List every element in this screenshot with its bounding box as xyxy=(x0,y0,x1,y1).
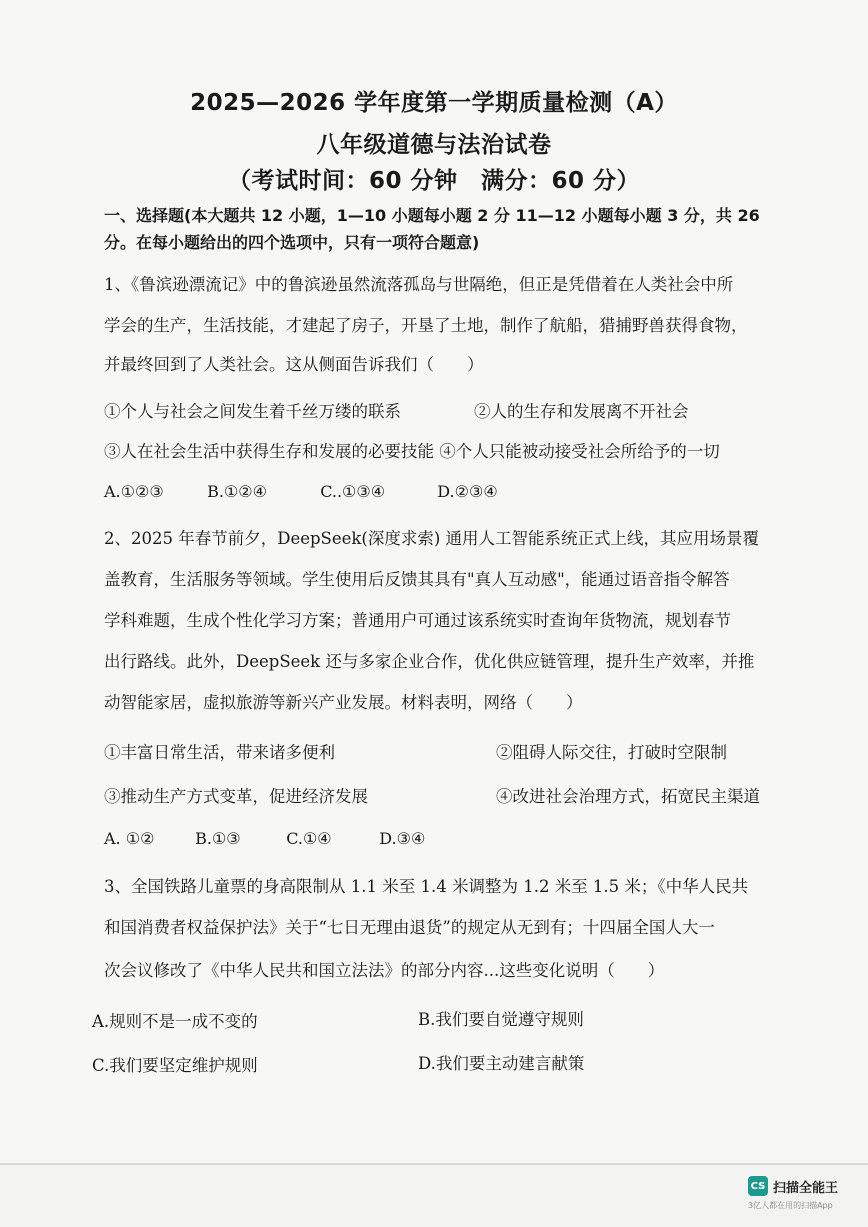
q1-option-d[interactable]: D.②③④ xyxy=(437,482,498,501)
q1-option-a[interactable]: A.①②③ xyxy=(104,482,164,501)
q2-item-1: ①丰富日常生活，带来诸多便利 xyxy=(104,743,335,762)
q3-option-d[interactable]: D.我们要主动建言献策 xyxy=(418,1054,585,1073)
q1-stem-line1: 1、《鲁滨逊漂流记》中的鲁滨逊虽然流落孤岛与世隔绝，但正是凭借着在人类社会中所 xyxy=(104,275,734,294)
q2-option-b[interactable]: B.①③ xyxy=(195,829,241,848)
q2-stem-line2: 盖教育，生活服务等领域。学生使用后反馈其具有"真人互动感"，能通过语音指令解答 xyxy=(104,570,730,589)
q2-item-3: ③推动生产方式变革，促进经济发展 xyxy=(104,787,368,806)
q2-option-a[interactable]: A. ①② xyxy=(104,829,155,848)
page-bottom-edge xyxy=(0,1163,868,1165)
q1-option-c[interactable]: C..①③④ xyxy=(320,482,386,501)
q1-stem-line3: 并最终回到了人类社会。这从侧面告诉我们（ ） xyxy=(104,355,484,374)
scanner-watermark xyxy=(748,1176,838,1196)
q1-option-b[interactable]: B.①②④ xyxy=(207,482,267,501)
q2-stem-line5: 动智能家居，虚拟旅游等新兴产业发展。材料表明，网络（ ） xyxy=(104,693,583,712)
scanner-app-name: 扫描全能王 xyxy=(773,1180,839,1196)
exam-info: （考试时间：60 分钟 满分：60 分） xyxy=(227,168,641,194)
q2-options xyxy=(104,829,425,848)
q2-item-4: ④改进社会治理方式，拓宽民主渠道 xyxy=(496,787,760,806)
q3-stem-line1: 3、全国铁路儿童票的身高限制从 1.1 米至 1.4 米调整为 1.2 米至 1.5 米；《中华人民共 xyxy=(104,877,749,896)
q2-option-d[interactable]: D.③④ xyxy=(379,829,426,848)
q2-option-c[interactable]: C.①④ xyxy=(286,829,332,848)
exam-title: 2025—2026 学年度第一学期质量检测（A） xyxy=(190,90,678,116)
q2-stem-line4: 出行路线。此外，DeepSeek 还与多家企业合作，优化供应链管理，提升生产效率，并推 xyxy=(104,652,755,671)
q1-item-1: ①个人与社会之间发生着千丝万缕的联系 xyxy=(104,402,401,421)
camscanner-logo-icon: CS xyxy=(748,1176,768,1196)
section-intro-line1: 一、选择题(本大题共 12 小题，1—10 小题每小题 2 分 11—12 小题每小题 3 分，共 26 xyxy=(104,206,760,225)
q3-stem-line2: 和国消费者权益保护法》关于“七日无理由退货”的规定从无到有；十四届全国人大一 xyxy=(104,918,715,937)
q1-item-3-4: ③人在社会生活中获得生存和发展的必要技能 ④个人只能被动接受社会所给予的一切 xyxy=(104,442,720,461)
q1-item-2: ②人的生存和发展离不开社会 xyxy=(474,402,689,421)
q3-option-a[interactable]: A.规则不是一成不变的 xyxy=(92,1012,258,1031)
scanner-app-tagline: 3亿人都在用的扫描App xyxy=(748,1201,833,1210)
q3-stem-line3: 次会议修改了《中华人民共和国立法法》的部分内容...这些变化说明（ ） xyxy=(104,961,665,980)
q1-stem-line2: 学会的生产，生活技能，才建起了房子，开垦了土地，制作了航船，猎捕野兽获得食物， xyxy=(104,316,748,335)
q3-option-c[interactable]: C.我们要坚定维护规则 xyxy=(92,1056,258,1075)
q3-option-b[interactable]: B.我们要自觉遵守规则 xyxy=(418,1010,584,1029)
exam-subtitle: 八年级道德与法治试卷 xyxy=(316,132,552,158)
q2-item-2: ②阻碍人际交往，打破时空限制 xyxy=(496,743,727,762)
section-intro-line2: 分。在每小题给出的四个选项中，只有一项符合题意) xyxy=(104,233,480,252)
q2-stem-line1: 2、2025 年春节前夕，DeepSeek(深度求索) 通用人工智能系统正式上线，其应用场景覆 xyxy=(104,529,760,548)
q1-options xyxy=(104,482,498,501)
q2-stem-line3: 学科难题，生成个性化学习方案；普通用户可通过该系统实时查询年货物流，规划春节 xyxy=(104,611,731,630)
